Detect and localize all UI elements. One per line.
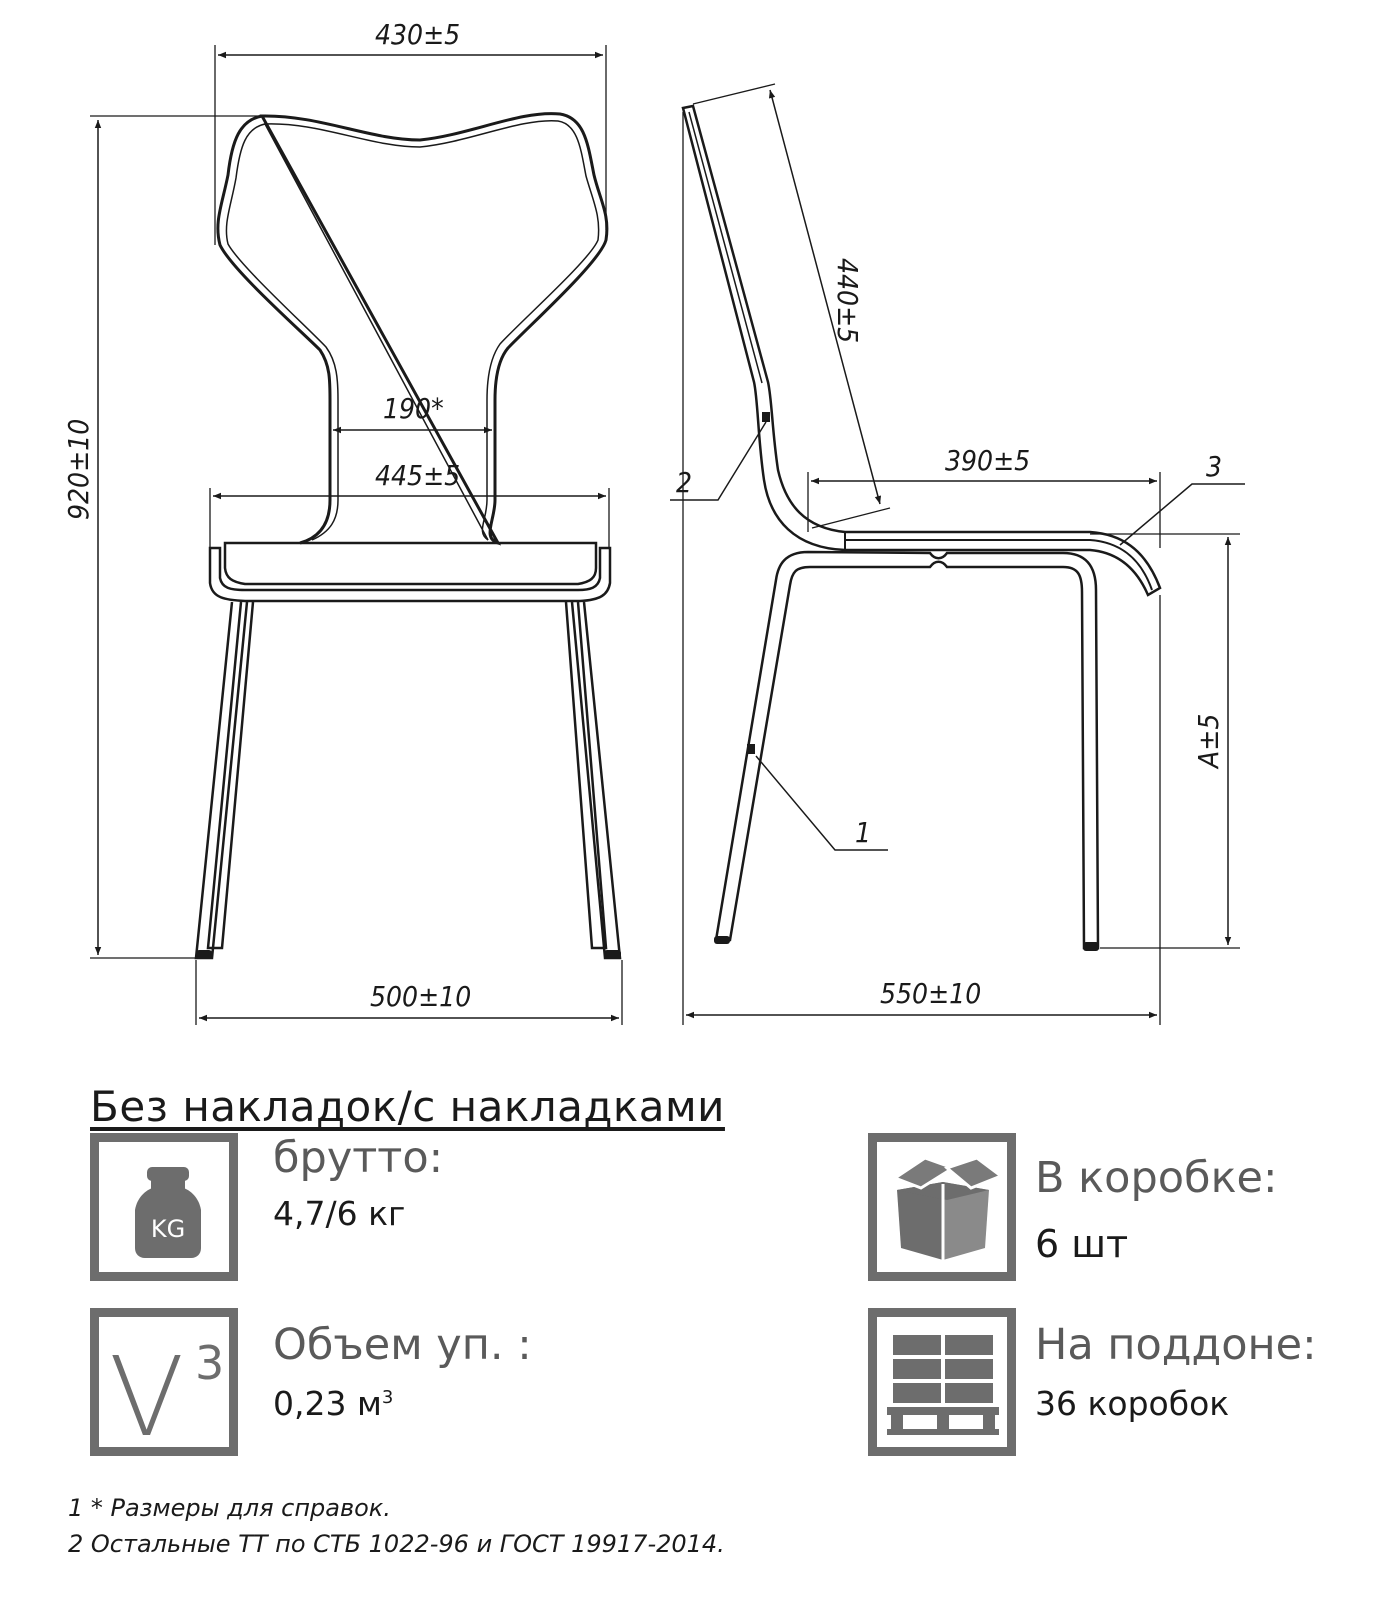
- volume-value-sup: 3: [381, 1387, 394, 1408]
- callout-3: 3: [1206, 450, 1223, 483]
- box-value: 6 шт: [1035, 1222, 1129, 1266]
- box-label: В коробке:: [1035, 1153, 1278, 1203]
- pallet-value: 36 коробок: [1035, 1384, 1230, 1423]
- volume-value: [273, 1384, 393, 1423]
- pallet-label: На поддоне:: [1035, 1320, 1317, 1370]
- volume-icon-v: V: [109, 1333, 185, 1447]
- dim-waist-width: 190*: [383, 392, 444, 425]
- dim-seat-height: A±5: [1192, 713, 1225, 768]
- dim-seat-depth: 390±5: [945, 444, 1031, 477]
- dim-base-width: 500±10: [370, 980, 472, 1013]
- pallet-icon: [868, 1308, 1016, 1456]
- volume-value-number: 0,23 м: [273, 1384, 382, 1423]
- dim-base-depth: 550±10: [880, 977, 982, 1010]
- side-backrest-seat: [683, 106, 1160, 595]
- weight-icon-label: KG: [150, 1215, 186, 1243]
- front-seat: [210, 548, 610, 601]
- dim-total-height: 920±10: [62, 418, 95, 520]
- dim-seat-width: 445±5: [375, 459, 461, 492]
- box-icon: [868, 1133, 1016, 1281]
- gross-value: 4,7/6 кг: [273, 1194, 406, 1233]
- side-frame: [716, 552, 1098, 948]
- dim-back-length: 440±5: [831, 258, 864, 344]
- front-legs: [196, 602, 620, 958]
- footnote-2: 2 Остальные ТТ по СТБ 1022-96 и ГОСТ 19917-2014.: [68, 1530, 725, 1558]
- front-view: [62, 18, 622, 1025]
- callout-1: 1: [855, 816, 872, 849]
- variant-heading: Без накладок/с накладками: [90, 1082, 725, 1131]
- weight-icon: [90, 1133, 238, 1281]
- gross-label: брутто:: [273, 1133, 444, 1183]
- dim-top-width: 430±5: [375, 18, 461, 51]
- volume-icon: [90, 1308, 238, 1456]
- volume-icon-exp: 3: [195, 1336, 225, 1390]
- callout-2: 2: [676, 466, 693, 499]
- volume-label: Объем уп. :: [273, 1320, 532, 1370]
- footnote-1: 1 * Размеры для справок.: [68, 1494, 391, 1522]
- side-view: [670, 84, 1245, 1025]
